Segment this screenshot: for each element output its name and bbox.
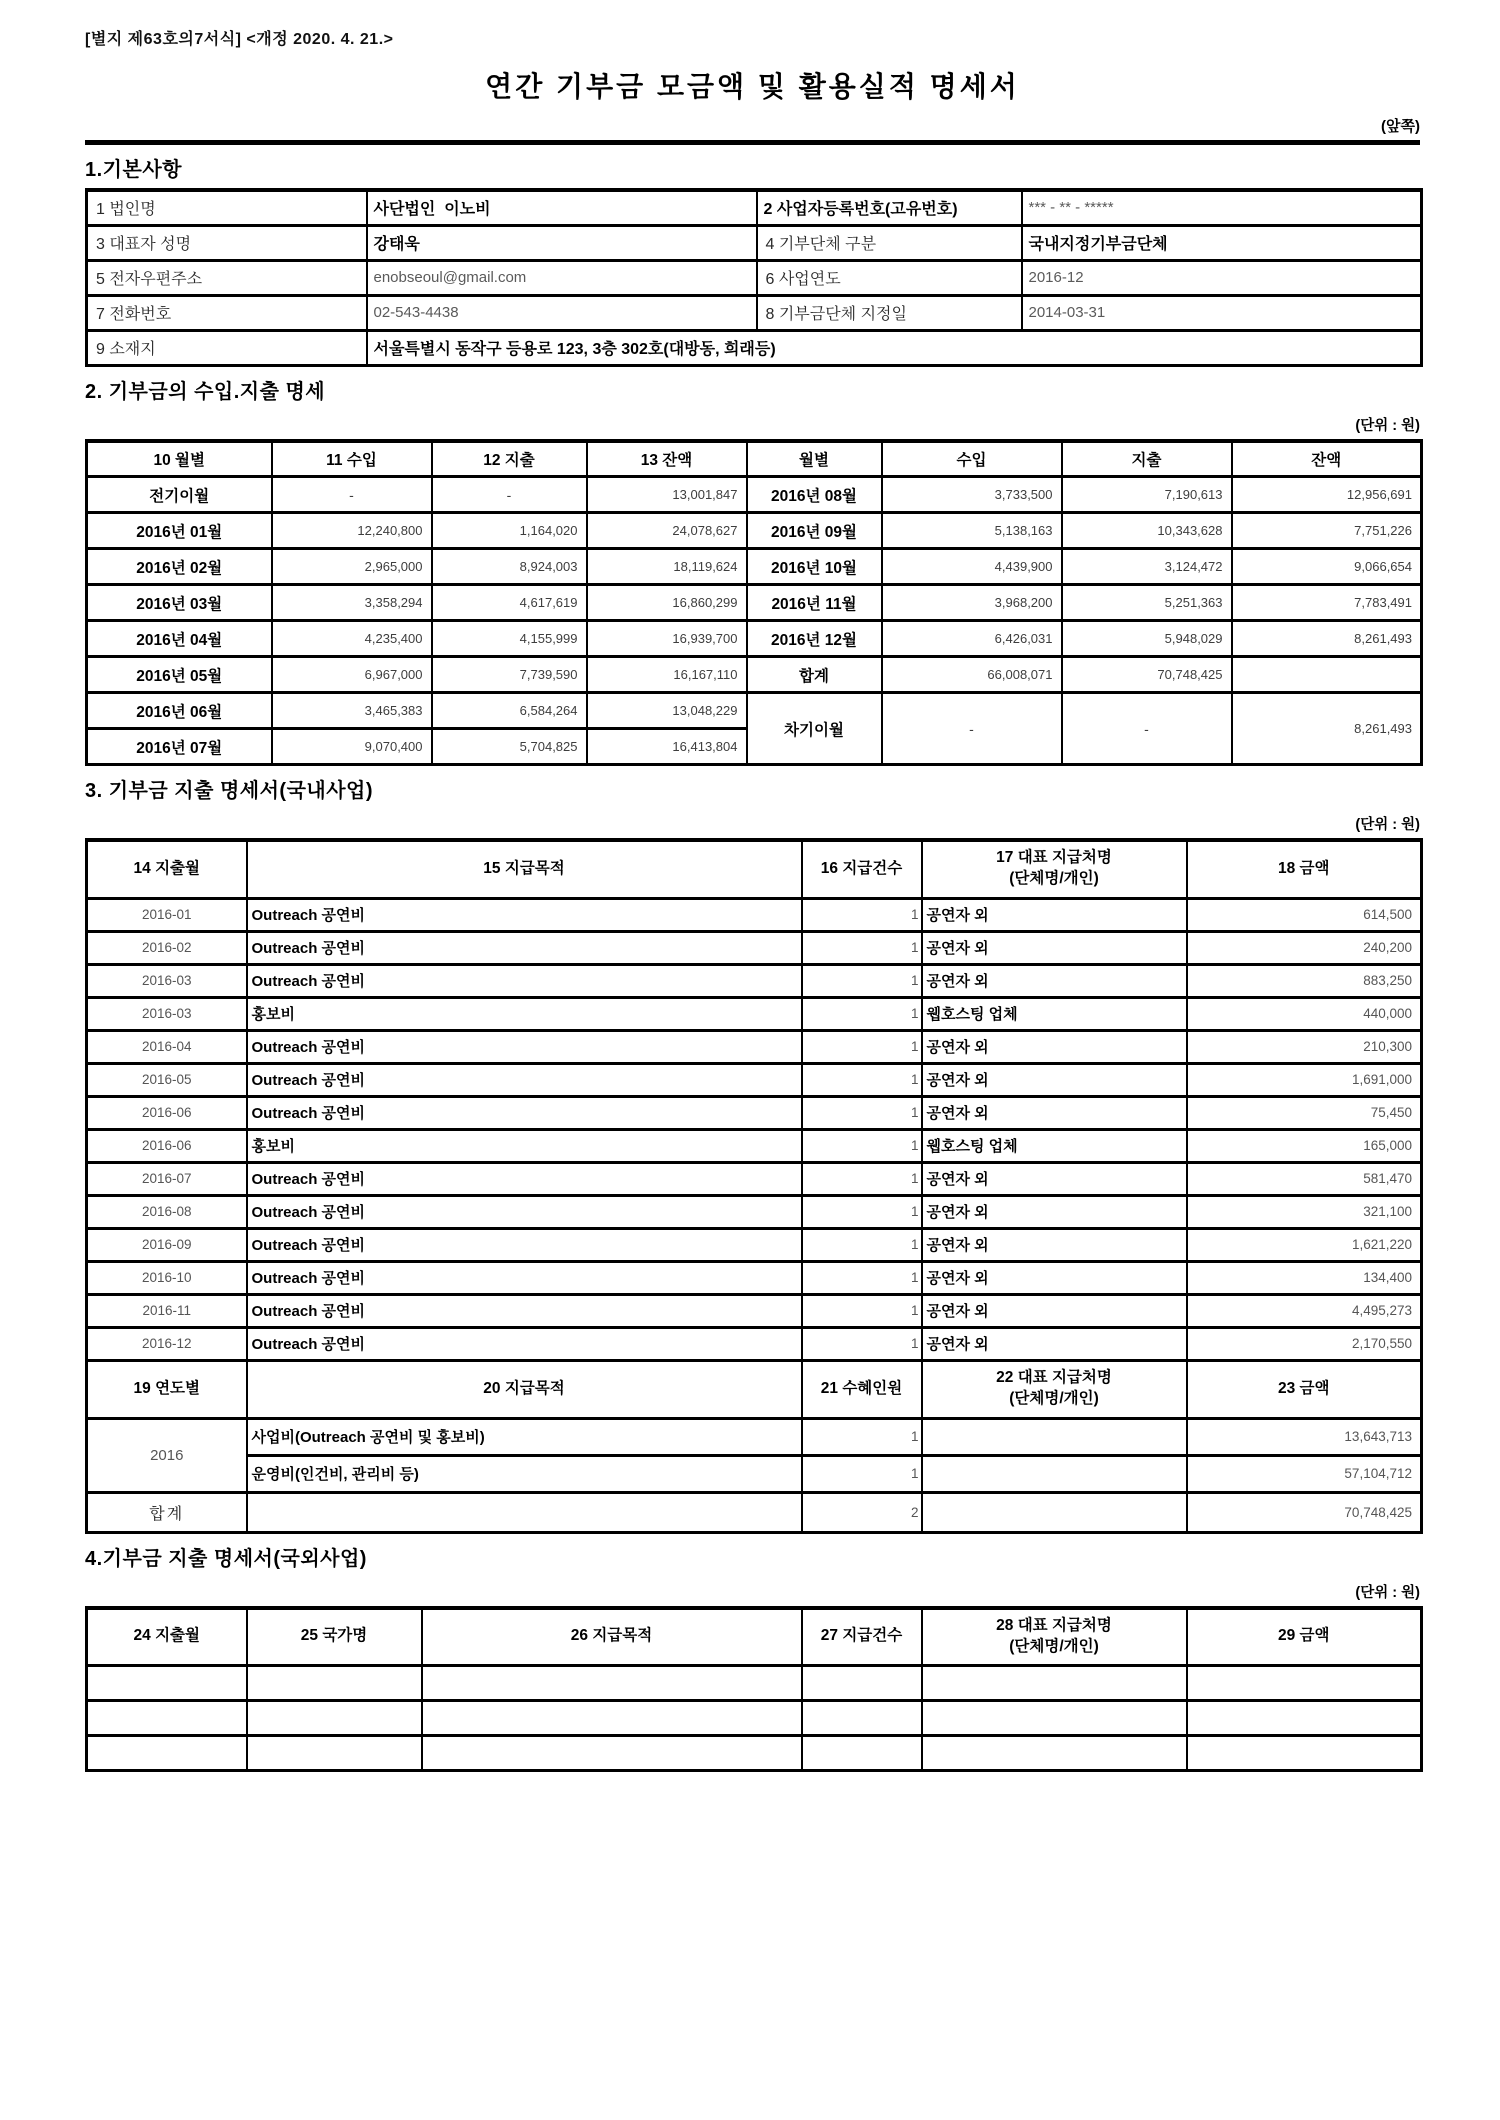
balance-cell: 16,939,700 — [587, 621, 747, 657]
section4-heading: 4.기부금 지출 명세서(국외사업) — [85, 1547, 367, 1570]
empty-cell — [87, 1701, 247, 1736]
expense-cell: 5,251,363 — [1062, 585, 1232, 621]
income-total-cell: 66,008,071 — [882, 657, 1062, 693]
month-cell: 2016년 08월 — [747, 477, 882, 513]
email-value: enobseoul@gmail.com — [367, 260, 757, 295]
count-cell: 1 — [802, 1327, 922, 1360]
empty-cell — [422, 1666, 802, 1701]
total-label-cell: 합계 — [747, 657, 882, 693]
expense-cell: 7,739,590 — [432, 657, 587, 693]
empty-cell — [922, 1736, 1187, 1771]
purpose-cell: Outreach 공연비 — [247, 1162, 802, 1195]
count-cell: 1 — [802, 1261, 922, 1294]
amount-cell: 321,100 — [1187, 1195, 1422, 1228]
month-cell: 2016년 07월 — [87, 729, 272, 765]
col-header: 잔액 — [1232, 441, 1422, 477]
year-cell: 2016 — [87, 1418, 247, 1492]
balance-cell: 7,783,491 — [1232, 585, 1422, 621]
month-cell: 2016년 02월 — [87, 549, 272, 585]
table-row — [87, 549, 1422, 585]
expense-month-cell: 2016-07 — [87, 1162, 247, 1195]
payee-cell: 공연자 외 — [922, 1327, 1187, 1360]
empty-cell — [247, 1701, 422, 1736]
count-cell: 1 — [802, 997, 922, 1030]
expense-cell: 5,948,029 — [1062, 621, 1232, 657]
balance-cell: 13,001,847 — [587, 477, 747, 513]
amount-cell: 4,495,273 — [1187, 1294, 1422, 1327]
income-cell: 3,358,294 — [272, 585, 432, 621]
payee-cell: 공연자 외 — [922, 1030, 1187, 1063]
balance-cell: 13,048,229 — [587, 693, 747, 729]
col-header — [922, 1608, 1187, 1666]
unit-label: (단위 : 원) — [1355, 817, 1420, 833]
purpose-cell: Outreach 공연비 — [247, 1063, 802, 1096]
biz-year-value: 2016-12 — [1022, 260, 1422, 295]
ceo-label: 3 대표자 성명 — [87, 225, 367, 260]
empty-cell — [1187, 1736, 1422, 1771]
col-header: 24 지출월 — [87, 1608, 247, 1666]
biz-year-label: 6 사업연도 — [757, 260, 1022, 295]
table-row — [87, 295, 1422, 330]
month-cell: 2016년 12월 — [747, 621, 882, 657]
col-header: 15 지급목적 — [247, 840, 802, 898]
income-cell: 12,240,800 — [272, 513, 432, 549]
org-type-value: 국내지정기부금단체 — [1022, 225, 1422, 260]
month-cell: 2016년 10월 — [747, 549, 882, 585]
count-cell: 1 — [802, 1418, 922, 1455]
empty-cell — [922, 1701, 1187, 1736]
table-row — [87, 1492, 1422, 1532]
payee-cell — [922, 1455, 1187, 1492]
income-cell: 3,465,383 — [272, 693, 432, 729]
payee-cell: 공연자 외 — [922, 898, 1187, 931]
empty-cell — [247, 1736, 422, 1771]
col-header: 11 수입 — [272, 441, 432, 477]
table-row — [87, 1063, 1422, 1096]
empty-cell — [922, 1666, 1187, 1701]
month-cell: 2016년 11월 — [747, 585, 882, 621]
income-cell: 6,967,000 — [272, 657, 432, 693]
month-cell: 2016년 03월 — [87, 585, 272, 621]
income-cell: 4,235,400 — [272, 621, 432, 657]
col-header: 12 지출 — [432, 441, 587, 477]
table-row — [87, 1736, 1422, 1771]
income-cell: 3,968,200 — [882, 585, 1062, 621]
payee-cell — [922, 1492, 1187, 1532]
balance-cell: 16,167,110 — [587, 657, 747, 693]
payee-cell: 공연자 외 — [922, 1261, 1187, 1294]
ceo-value: 강태욱 — [367, 225, 757, 260]
empty-cell — [802, 1701, 922, 1736]
month-cell: 2016년 04월 — [87, 621, 272, 657]
balance-cell: 24,078,627 — [587, 513, 747, 549]
empty-cell — [802, 1736, 922, 1771]
amount-cell: 13,643,713 — [1187, 1418, 1422, 1455]
balance-cell: 7,751,226 — [1232, 513, 1422, 549]
section1-heading: 1.기본사항 — [85, 159, 182, 181]
designation-date-label: 8 기부금단체 지정일 — [757, 295, 1022, 330]
col-header: 수입 — [882, 441, 1062, 477]
col-header: 29 금액 — [1187, 1608, 1422, 1666]
col-header: 26 지급목적 — [422, 1608, 802, 1666]
expense-month-cell: 2016-12 — [87, 1327, 247, 1360]
table-row — [87, 1096, 1422, 1129]
balance-cell: 8,261,493 — [1232, 621, 1422, 657]
header-line1: 22 대표 지급처명 — [996, 1369, 1112, 1387]
month-cell: 2016년 01월 — [87, 513, 272, 549]
expense-cell: 4,617,619 — [432, 585, 587, 621]
income-expense-table — [85, 439, 1423, 767]
expense-cell: 3,124,472 — [1062, 549, 1232, 585]
count-cell: 1 — [802, 1096, 922, 1129]
col-header — [922, 1360, 1187, 1418]
payee-cell: 공연자 외 — [922, 964, 1187, 997]
expense-month-cell: 2016-06 — [87, 1096, 247, 1129]
count-cell: 1 — [802, 1195, 922, 1228]
header-line2: (단체명/개인) — [1009, 1390, 1099, 1407]
amount-cell: 614,500 — [1187, 898, 1422, 931]
col-header: 지출 — [1062, 441, 1232, 477]
table-row — [87, 1030, 1422, 1063]
table-row — [87, 657, 1422, 693]
expense-month-cell: 2016-08 — [87, 1195, 247, 1228]
table-row — [87, 898, 1422, 931]
purpose-cell: Outreach 공연비 — [247, 1228, 802, 1261]
balance-cell: 8,261,493 — [1232, 693, 1422, 765]
table-header-row — [87, 1360, 1422, 1418]
col-header — [922, 840, 1187, 898]
count-cell: 1 — [802, 898, 922, 931]
payee-cell: 공연자 외 — [922, 1228, 1187, 1261]
month-cell: 2016년 06월 — [87, 693, 272, 729]
col-header: 14 지출월 — [87, 840, 247, 898]
purpose-cell: Outreach 공연비 — [247, 1096, 802, 1129]
expense-cell: 8,924,003 — [432, 549, 587, 585]
expense-cell: 10,343,628 — [1062, 513, 1232, 549]
corp-name-label: 1 법인명 — [87, 190, 367, 225]
month-cell: 2016년 09월 — [747, 513, 882, 549]
col-header: 25 국가명 — [247, 1608, 422, 1666]
email-label: 5 전자우편주소 — [87, 260, 367, 295]
phone-label: 7 전화번호 — [87, 295, 367, 330]
section2-heading: 2. 기부금의 수입.지출 명세 — [85, 380, 326, 403]
empty-cell — [87, 1666, 247, 1701]
payee-cell: 공연자 외 — [922, 1063, 1187, 1096]
payee-cell: 웹호스팅 업체 — [922, 997, 1187, 1030]
purpose-cell: 홍보비 — [247, 997, 802, 1030]
count-cell: 1 — [802, 1129, 922, 1162]
income-cell: 9,070,400 — [272, 729, 432, 765]
basic-info-table — [85, 188, 1423, 367]
table-row — [87, 693, 1422, 729]
table-row — [87, 260, 1422, 295]
balance-cell: 9,066,654 — [1232, 549, 1422, 585]
table-row — [87, 1294, 1422, 1327]
table-row — [87, 997, 1422, 1030]
payee-cell: 공연자 외 — [922, 1195, 1187, 1228]
col-header: 20 지급목적 — [247, 1360, 802, 1418]
table-row — [87, 1261, 1422, 1294]
table-row — [87, 1701, 1422, 1736]
purpose-cell: Outreach 공연비 — [247, 931, 802, 964]
expense-month-cell: 2016-05 — [87, 1063, 247, 1096]
table-row — [87, 1195, 1422, 1228]
count-cell: 1 — [802, 1228, 922, 1261]
table-row — [87, 931, 1422, 964]
table-row — [87, 621, 1422, 657]
payee-cell: 웹호스팅 업체 — [922, 1129, 1187, 1162]
purpose-cell — [247, 1492, 802, 1532]
count-cell: 1 — [802, 1455, 922, 1492]
empty-cell — [422, 1736, 802, 1771]
income-cell: 3,733,500 — [882, 477, 1062, 513]
amount-cell: 2,170,550 — [1187, 1327, 1422, 1360]
table-row — [87, 1455, 1422, 1492]
payee-cell: 공연자 외 — [922, 931, 1187, 964]
empty-cell — [422, 1701, 802, 1736]
purpose-cell: Outreach 공연비 — [247, 1327, 802, 1360]
form-reference: [별지 제63호의7서식] <개정 2020. 4. 21.> — [85, 31, 394, 48]
empty-cell — [87, 1736, 247, 1771]
balance-cell: 18,119,624 — [587, 549, 747, 585]
purpose-cell: Outreach 공연비 — [247, 964, 802, 997]
expense-month-cell: 2016-03 — [87, 997, 247, 1030]
amount-cell: 1,621,220 — [1187, 1228, 1422, 1261]
balance-cell: 16,860,299 — [587, 585, 747, 621]
income-cell: 4,439,900 — [882, 549, 1062, 585]
expense-month-cell: 2016-02 — [87, 931, 247, 964]
header-line1: 17 대표 지급처명 — [996, 849, 1112, 867]
amount-cell: 210,300 — [1187, 1030, 1422, 1063]
table-header-row — [87, 441, 1422, 477]
org-type-label: 4 기부단체 구분 — [757, 225, 1022, 260]
table-header-row — [87, 840, 1422, 898]
income-cell: - — [882, 693, 1062, 765]
amount-cell: 240,200 — [1187, 931, 1422, 964]
amount-cell: 165,000 — [1187, 1129, 1422, 1162]
empty-cell — [1187, 1666, 1422, 1701]
purpose-cell: Outreach 공연비 — [247, 1294, 802, 1327]
expense-month-cell: 2016-11 — [87, 1294, 247, 1327]
payee-cell — [922, 1418, 1187, 1455]
balance-cell: 12,956,691 — [1232, 477, 1422, 513]
expense-cell: - — [1062, 693, 1232, 765]
purpose-cell: 운영비(인건비, 관리비 등) — [247, 1455, 802, 1492]
count-cell: 1 — [802, 1030, 922, 1063]
amount-cell: 57,104,712 — [1187, 1455, 1422, 1492]
expense-cell: 5,704,825 — [432, 729, 587, 765]
expense-cell: 4,155,999 — [432, 621, 587, 657]
count-cell: 1 — [802, 964, 922, 997]
expense-month-cell: 2016-10 — [87, 1261, 247, 1294]
expense-month-cell: 2016-04 — [87, 1030, 247, 1063]
purpose-cell: Outreach 공연비 — [247, 1030, 802, 1063]
purpose-cell: Outreach 공연비 — [247, 1195, 802, 1228]
overseas-expense-table — [85, 1606, 1423, 1773]
biz-no-label: 2 사업자등록번호(고유번호) — [757, 190, 1022, 225]
expense-month-cell: 2016-01 — [87, 898, 247, 931]
income-cell: 5,138,163 — [882, 513, 1062, 549]
biz-no-value: *** - ** - ***** — [1022, 190, 1422, 225]
header-line2: (단체명/개인) — [1009, 870, 1099, 888]
purpose-cell: 홍보비 — [247, 1129, 802, 1162]
address-value: 서울특별시 동작구 등용로 123, 3층 302호(대방동, 희래등) — [367, 330, 1422, 365]
count-cell: 1 — [802, 1294, 922, 1327]
amount-cell: 581,470 — [1187, 1162, 1422, 1195]
expense-cell: 1,164,020 — [432, 513, 587, 549]
table-row — [87, 1228, 1422, 1261]
col-header: 21 수혜인원 — [802, 1360, 922, 1418]
payee-cell: 공연자 외 — [922, 1162, 1187, 1195]
col-header: 18 금액 — [1187, 840, 1422, 898]
designation-date-value: 2014-03-31 — [1022, 295, 1422, 330]
table-row — [87, 1162, 1422, 1195]
count-cell: 1 — [802, 931, 922, 964]
carryforward-label-cell: 차기이월 — [747, 693, 882, 765]
table-row — [87, 330, 1422, 365]
table-header-row — [87, 1608, 1422, 1666]
table-row — [87, 477, 1422, 513]
count-cell: 1 — [802, 1162, 922, 1195]
expense-month-cell: 2016-03 — [87, 964, 247, 997]
table-row — [87, 1418, 1422, 1455]
col-header: 10 월별 — [87, 441, 272, 477]
table-row — [87, 225, 1422, 260]
amount-cell: 70,748,425 — [1187, 1492, 1422, 1532]
front-side-label: (앞쪽) — [1381, 118, 1420, 135]
header-line1: 28 대표 지급처명 — [996, 1616, 1112, 1634]
address-label: 9 소재지 — [87, 330, 367, 365]
table-row — [87, 585, 1422, 621]
corp-name-value: 사단법인 이노비 — [367, 190, 757, 225]
empty-cell — [802, 1666, 922, 1701]
payee-cell: 공연자 외 — [922, 1294, 1187, 1327]
table-row — [87, 513, 1422, 549]
balance-cell: 16,413,804 — [587, 729, 747, 765]
table-row — [87, 1666, 1422, 1701]
table-row — [87, 1327, 1422, 1360]
purpose-cell: Outreach 공연비 — [247, 1261, 802, 1294]
amount-cell: 440,000 — [1187, 997, 1422, 1030]
amount-cell: 75,450 — [1187, 1096, 1422, 1129]
count-cell: 2 — [802, 1492, 922, 1532]
expense-total-cell: 70,748,425 — [1062, 657, 1232, 693]
expense-cell: 7,190,613 — [1062, 477, 1232, 513]
col-header: 13 잔액 — [587, 441, 747, 477]
expense-month-cell: 2016-09 — [87, 1228, 247, 1261]
empty-cell — [247, 1666, 422, 1701]
table-row — [87, 190, 1422, 225]
income-cell: 6,426,031 — [882, 621, 1062, 657]
income-cell: - — [272, 477, 432, 513]
col-header: 23 금액 — [1187, 1360, 1422, 1418]
income-cell: 2,965,000 — [272, 549, 432, 585]
expense-cell: 6,584,264 — [432, 693, 587, 729]
purpose-cell: 사업비(Outreach 공연비 및 홍보비) — [247, 1418, 802, 1455]
total-label-cell: 합계 — [87, 1492, 247, 1532]
col-header: 16 지급건수 — [802, 840, 922, 898]
purpose-cell: Outreach 공연비 — [247, 898, 802, 931]
unit-label: (단위 : 원) — [1355, 1584, 1420, 1601]
top-rule — [85, 140, 1420, 145]
col-header: 27 지급건수 — [802, 1608, 922, 1666]
table-row — [87, 964, 1422, 997]
month-cell: 전기이월 — [87, 477, 272, 513]
empty-cell — [1187, 1701, 1422, 1736]
balance-cell — [1232, 657, 1422, 693]
payee-cell: 공연자 외 — [922, 1096, 1187, 1129]
phone-value: 02-543-4438 — [367, 295, 757, 330]
domestic-expense-table — [85, 838, 1423, 1534]
expense-month-cell: 2016-06 — [87, 1129, 247, 1162]
col-header: 월별 — [747, 441, 882, 477]
count-cell: 1 — [802, 1063, 922, 1096]
unit-label: (단위 : 원) — [1355, 417, 1420, 434]
amount-cell: 134,400 — [1187, 1261, 1422, 1294]
page-title: 연간 기부금 모금액 및 활용실적 명세서 — [485, 71, 1020, 102]
header-line2: (단체명/개인) — [1009, 1637, 1099, 1655]
expense-cell: - — [432, 477, 587, 513]
amount-cell: 883,250 — [1187, 964, 1422, 997]
col-header: 19 연도별 — [87, 1360, 247, 1418]
month-cell: 2016년 05월 — [87, 657, 272, 693]
section3-heading: 3. 기부금 지출 명세서(국내사업) — [85, 780, 374, 802]
table-row — [87, 1129, 1422, 1162]
amount-cell: 1,691,000 — [1187, 1063, 1422, 1096]
